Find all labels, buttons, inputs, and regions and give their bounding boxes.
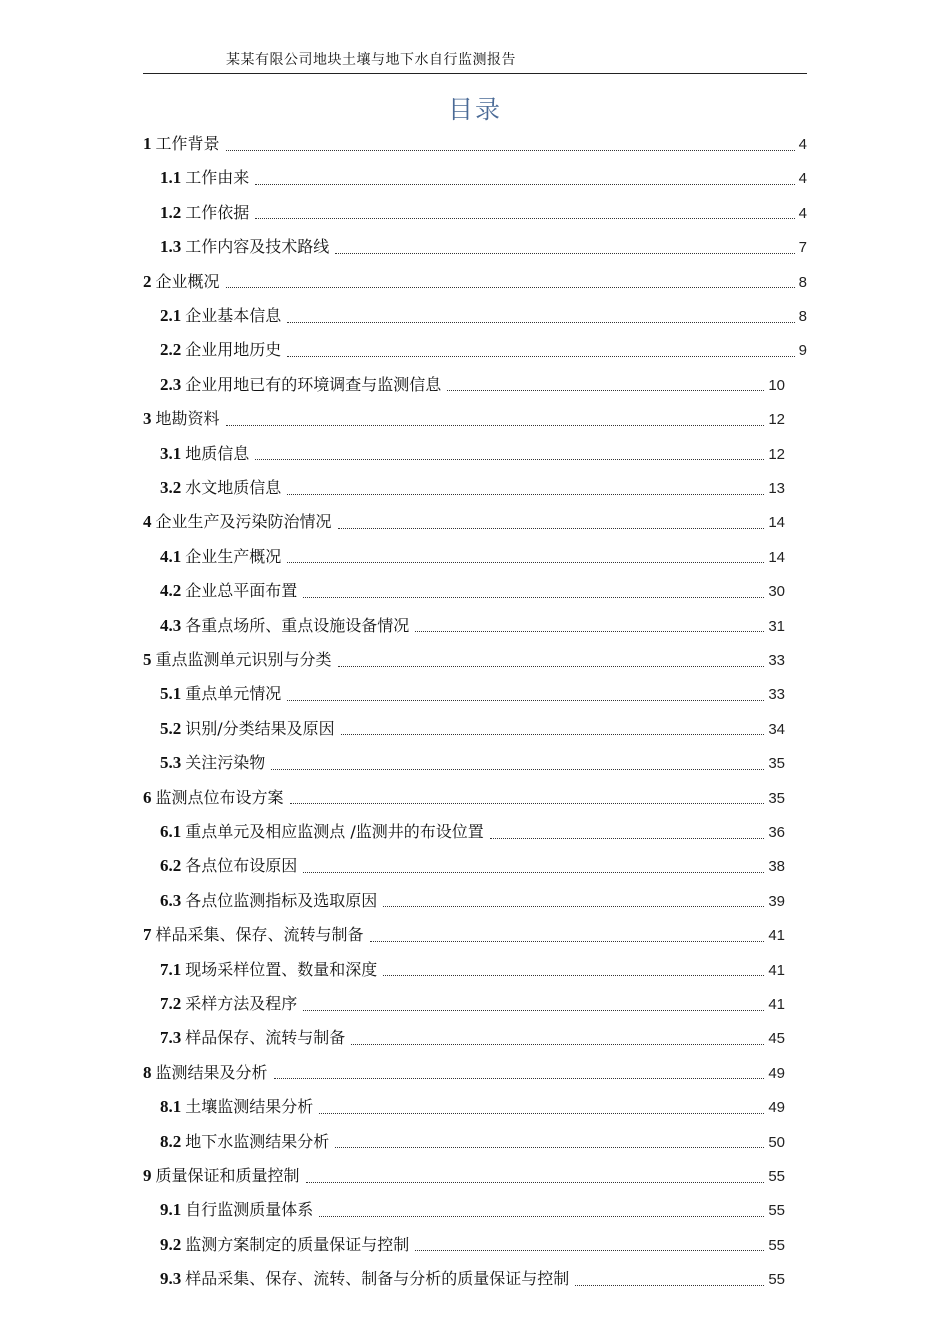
toc-leader-dots [575, 1285, 764, 1286]
toc-entry-page: 55 [768, 1168, 785, 1185]
toc-leader-dots [303, 1010, 764, 1011]
toc-entry-page: 10 [768, 376, 785, 394]
toc-leader-dots [255, 184, 794, 185]
toc-entry-number: 1.1 [160, 168, 182, 188]
toc-entry-page: 35 [768, 755, 785, 773]
toc-entry-number: 5.3 [160, 753, 182, 773]
toc-entry-number: 5.1 [160, 684, 182, 704]
toc-entry-title: 样品保存、流转与制备 [185, 1028, 346, 1048]
toc-leader-dots [341, 734, 765, 735]
toc-entry-number: 6.3 [160, 890, 182, 910]
toc-entry-title: 地勘资料 [155, 409, 220, 429]
toc-entry-title: 识别/分类结果及原因 [185, 718, 335, 738]
toc-leader-dots [383, 906, 764, 907]
toc-entry-page: 4 [798, 170, 807, 188]
toc-entry[interactable] [160, 677, 785, 711]
toc-entry-number: 1 [143, 134, 152, 153]
toc-entry-page: 8 [798, 308, 807, 325]
toc-entry-number: 5 [143, 650, 152, 669]
toc-entry-title: 企业总平面布置 [185, 581, 298, 601]
toc-entry-page: 38 [768, 858, 785, 876]
toc-leader-dots [383, 975, 764, 976]
toc-entry[interactable] [160, 987, 785, 1021]
toc-entry-number: 4.1 [160, 546, 182, 566]
toc-leader-dots [415, 1250, 764, 1251]
toc-entry-title: 质量保证和质量控制 [155, 1166, 300, 1185]
toc-entry-number: 9.2 [160, 1234, 182, 1254]
toc-entry-page: 31 [768, 617, 785, 635]
toc-entry-number: 9.3 [160, 1269, 182, 1289]
toc-entry[interactable] [160, 540, 785, 574]
toc-leader-dots [338, 528, 765, 529]
toc-entry-title: 地下水监测结果分析 [185, 1131, 330, 1151]
toc-entry[interactable] [160, 437, 785, 471]
toc-entry[interactable] [143, 918, 785, 952]
toc-entry-page: 9 [798, 342, 807, 360]
toc-entry-number: 3.2 [160, 478, 182, 497]
toc-leader-dots [287, 322, 794, 323]
toc-entry-title: 工作背景 [155, 134, 220, 153]
toc-entry-title: 各点位监测指标及选取原因 [185, 890, 378, 910]
toc-entry[interactable] [143, 1159, 785, 1193]
toc-entry-title: 样品采集、保存、流转与制备 [155, 925, 364, 945]
toc-entry[interactable] [160, 574, 785, 608]
toc-entry-number: 2 [143, 271, 152, 291]
toc-entry-page: 55 [768, 1271, 785, 1289]
toc-entry[interactable] [160, 953, 785, 987]
toc-entry-page: 41 [768, 996, 785, 1013]
toc-entry-page: 41 [768, 927, 785, 945]
toc-entry[interactable] [160, 299, 807, 333]
toc-title: 目录 [447, 95, 502, 124]
toc-entry-page: 30 [768, 583, 785, 601]
toc-leader-dots [274, 1078, 765, 1079]
toc-entry-number: 7.2 [160, 994, 182, 1013]
toc-entry[interactable] [160, 1262, 785, 1296]
toc-entry-title: 重点单元及相应监测点 /监测井的布设位置 [185, 822, 484, 841]
toc-entry-title: 工作内容及技术路线 [185, 237, 330, 257]
toc-entry[interactable] [160, 196, 807, 230]
toc-entry-number: 8.1 [160, 1097, 182, 1117]
toc-leader-dots [319, 1113, 764, 1114]
toc-entry-number: 7.3 [160, 1028, 182, 1048]
toc-entry-title: 现场采样位置、数量和深度 [185, 959, 378, 979]
toc-entry-page: 7 [798, 239, 807, 257]
toc-entry[interactable] [160, 333, 807, 367]
toc-leader-dots [287, 356, 794, 357]
toc-entry[interactable] [143, 505, 785, 539]
toc-entry[interactable] [143, 127, 807, 161]
toc-entry-page: 35 [768, 789, 785, 807]
toc-leader-dots [226, 287, 795, 288]
toc-entry-page: 33 [768, 652, 785, 669]
page-header: 某某有限公司地块土壤与地下水自行监测报告 [226, 52, 516, 68]
toc-entry-title: 采样方法及程序 [185, 994, 298, 1013]
toc-leader-dots [226, 425, 765, 426]
toc-entry-page: 14 [768, 548, 785, 566]
toc-entry-page: 49 [768, 1099, 785, 1117]
toc-leader-dots [319, 1216, 764, 1217]
toc-entry-page: 8 [798, 273, 807, 291]
toc-leader-dots [287, 562, 764, 563]
toc-leader-dots [287, 494, 764, 495]
toc-entry-number: 6 [143, 787, 152, 807]
toc-entry[interactable] [160, 1090, 785, 1124]
toc-entry-title: 重点监测单元识别与分类 [155, 650, 332, 669]
toc-entry-page: 34 [768, 720, 785, 738]
toc-leader-dots [255, 218, 794, 219]
toc-entry-title: 重点单元情况 [185, 684, 282, 704]
toc-entry-number: 4 [143, 512, 152, 532]
toc-leader-dots [370, 941, 765, 942]
toc-entry-number: 9 [143, 1166, 152, 1185]
toc-entry-number: 3.1 [160, 443, 182, 463]
toc-entry-page: 41 [768, 961, 785, 979]
toc-entry[interactable] [160, 471, 785, 505]
toc-entry-title: 监测方案制定的质量保证与控制 [185, 1234, 410, 1254]
toc-entry-page: 45 [768, 1030, 785, 1048]
toc-entry-number: 4.2 [160, 581, 182, 601]
toc-entry[interactable] [143, 402, 785, 436]
toc-entry-title: 工作由来 [185, 168, 250, 188]
toc-entry-title: 样品采集、保存、流转、制备与分析的质量保证与控制 [185, 1269, 570, 1289]
toc-entry-title: 企业用地历史 [185, 340, 282, 360]
toc-entry-title: 企业生产概况 [185, 546, 282, 566]
toc-entry-title: 工作依据 [185, 202, 250, 222]
toc-entry-page: 33 [768, 686, 785, 704]
toc-entry[interactable] [160, 230, 807, 264]
toc-entry-page: 4 [798, 136, 807, 153]
toc-entry-page: 39 [768, 892, 785, 910]
toc-entry-page: 50 [768, 1133, 785, 1151]
toc-leader-dots [271, 769, 764, 770]
toc-entry-number: 8.2 [160, 1131, 182, 1151]
toc-entry[interactable] [160, 746, 785, 780]
toc-entry-page: 55 [768, 1202, 785, 1220]
toc-entry[interactable] [160, 609, 785, 643]
toc-entry-number: 2.1 [160, 306, 182, 325]
toc-entry-page: 36 [768, 824, 785, 841]
toc-entry-title: 监测结果及分析 [155, 1062, 268, 1082]
toc-entry-page: 49 [768, 1064, 785, 1082]
toc-entry-page: 13 [768, 480, 785, 497]
toc-entry-number: 5.2 [160, 718, 182, 738]
toc-entry[interactable] [143, 1056, 785, 1090]
toc-leader-dots [303, 872, 764, 873]
toc-leader-dots [335, 253, 794, 254]
toc-entry-title: 自行监测质量体系 [185, 1200, 314, 1220]
toc-entry-title: 企业概况 [155, 271, 220, 291]
toc-leader-dots [287, 700, 764, 701]
toc-entry-number: 7.1 [160, 959, 182, 979]
toc-entry-number: 6.1 [160, 822, 182, 841]
toc-entry[interactable] [160, 1228, 785, 1262]
toc-entry-number: 7 [143, 925, 152, 945]
toc-entry-title: 关注污染物 [185, 753, 266, 773]
toc-entry-title: 水文地质信息 [185, 478, 282, 497]
toc-leader-dots [351, 1044, 764, 1045]
toc-entry-number: 4.3 [160, 615, 182, 635]
toc-entry[interactable] [160, 712, 785, 746]
toc-entry[interactable] [160, 1193, 785, 1227]
toc-entry-number: 2.2 [160, 340, 182, 360]
header-rule [143, 73, 807, 74]
toc-entry-title: 各重点场所、重点设施设备情况 [185, 615, 410, 635]
toc-leader-dots [226, 150, 795, 151]
toc-entry-title: 监测点位布设方案 [155, 787, 284, 807]
toc-leader-dots [335, 1147, 764, 1148]
toc-leader-dots [290, 803, 765, 804]
toc-leader-dots [447, 390, 764, 391]
toc-entry-title: 地质信息 [185, 443, 250, 463]
toc-entry-number: 2.3 [160, 374, 182, 394]
toc-entry[interactable] [160, 849, 785, 883]
toc-leader-dots [255, 459, 764, 460]
toc-entry-number: 3 [143, 409, 152, 429]
toc-leader-dots [306, 1182, 765, 1183]
toc-entry[interactable] [160, 815, 785, 849]
toc-entry-number: 8 [143, 1062, 152, 1082]
toc-leader-dots [415, 631, 764, 632]
toc-entry-title: 企业基本信息 [185, 306, 282, 325]
toc-entry[interactable] [160, 161, 807, 195]
toc-entry-page: 12 [768, 411, 785, 429]
toc-entry[interactable] [143, 643, 785, 677]
toc-entry[interactable] [160, 1021, 785, 1055]
toc-entry-number: 6.2 [160, 856, 182, 876]
toc-entry[interactable] [160, 1125, 785, 1159]
toc-entry-title: 土壤监测结果分析 [185, 1097, 314, 1117]
toc-entry-number: 9.1 [160, 1200, 182, 1220]
toc-entry[interactable] [160, 884, 785, 918]
toc-entry-page: 12 [768, 445, 785, 463]
toc-entry-page: 14 [768, 514, 785, 532]
toc-entry[interactable] [160, 368, 785, 402]
toc-leader-dots [338, 666, 765, 667]
toc-entry-number: 1.3 [160, 237, 182, 257]
toc-entry[interactable] [143, 781, 785, 815]
toc-leader-dots [303, 597, 764, 598]
toc-entry-number: 1.2 [160, 202, 182, 222]
toc-entry-title: 企业用地已有的环境调查与监测信息 [185, 374, 442, 394]
toc-entry-page: 55 [768, 1236, 785, 1254]
toc-entry-title: 各点位布设原因 [185, 856, 298, 876]
toc-leader-dots [490, 838, 765, 839]
toc-entry[interactable] [143, 265, 807, 299]
toc-entry-page: 4 [798, 204, 807, 222]
toc-entry-title: 企业生产及污染防治情况 [155, 512, 332, 532]
